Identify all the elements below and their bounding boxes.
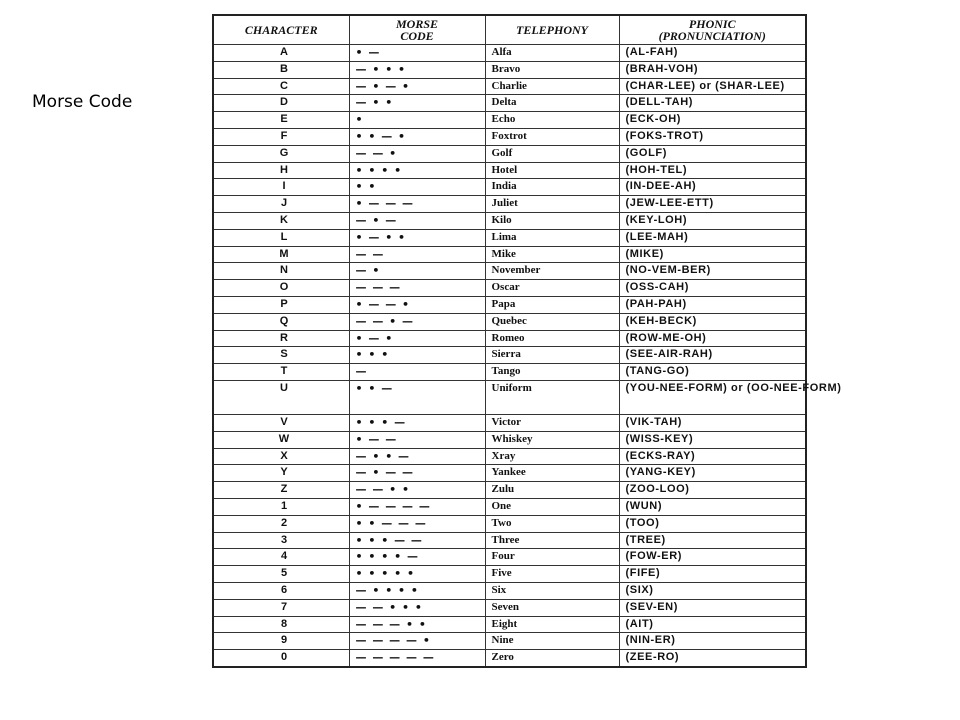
table-row (213, 95, 806, 112)
character-cell: T (213, 364, 349, 381)
phonic-cell: (ECKS-RAY) (619, 448, 806, 465)
morse-code-cell: — — — — — (349, 650, 485, 667)
table-row (213, 296, 806, 313)
phonic-cell: (AL-FAH) (619, 45, 806, 62)
phonic-cell: (SEE-AIR-RAH) (619, 347, 806, 364)
table-row (213, 532, 806, 549)
character-cell: O (213, 280, 349, 297)
morse-code-cell: — • • — (349, 448, 485, 465)
phonic-cell: (SIX) (619, 582, 806, 599)
morse-code-cell: — • — (349, 212, 485, 229)
table-row (213, 78, 806, 95)
morse-code-cell: — — • • (349, 482, 485, 499)
slide-title: Morse Code (32, 92, 133, 112)
header-telephony-line: TELEPHONY (516, 23, 588, 37)
header-phonic (619, 15, 806, 45)
character-cell: W (213, 431, 349, 448)
telephony-cell: Tango (485, 364, 619, 381)
character-cell: 3 (213, 532, 349, 549)
character-cell: N (213, 263, 349, 280)
table-row (213, 482, 806, 499)
character-cell: Q (213, 313, 349, 330)
morse-code-cell: • • • — (349, 414, 485, 431)
table-row (213, 380, 806, 414)
morse-code-table (212, 14, 842, 668)
character-cell: 0 (213, 650, 349, 667)
telephony-cell: Four (485, 549, 619, 566)
morse-code-cell: — — • (349, 145, 485, 162)
phonic-cell: (ZOO-LOO) (619, 482, 806, 499)
character-cell: 2 (213, 515, 349, 532)
table-row (213, 128, 806, 145)
phonic-cell: (MIKE) (619, 246, 806, 263)
table-row (213, 414, 806, 431)
header-morse-code (349, 15, 485, 45)
telephony-cell: Eight (485, 616, 619, 633)
morse-code-cell: • • — (349, 380, 485, 414)
phonic-cell: (TREE) (619, 532, 806, 549)
phonic-cell: (NO-VEM-BER) (619, 263, 806, 280)
table-row (213, 498, 806, 515)
morse-code-cell: • — — — — (349, 498, 485, 515)
character-cell: D (213, 95, 349, 112)
morse-code-cell: • • (349, 179, 485, 196)
character-cell: E (213, 112, 349, 129)
phonic-cell: (WUN) (619, 498, 806, 515)
character-cell: 5 (213, 566, 349, 583)
character-cell: G (213, 145, 349, 162)
header-phonic-line-2: (PRONUNCIATION) (658, 29, 766, 43)
telephony-cell: Xray (485, 448, 619, 465)
character-cell: J (213, 196, 349, 213)
character-cell: 8 (213, 616, 349, 633)
telephony-cell: Victor (485, 414, 619, 431)
morse-code-cell: • • • • • (349, 566, 485, 583)
telephony-cell: Mike (485, 246, 619, 263)
header-phonic-line-1: PHONIC (688, 17, 736, 31)
morse-code-cell: • • • • — (349, 549, 485, 566)
table-row (213, 330, 806, 347)
table-row (213, 515, 806, 532)
phonic-cell: (WISS-KEY) (619, 431, 806, 448)
morse-code-cell: • • — — — (349, 515, 485, 532)
table-row (213, 313, 806, 330)
table-row (213, 212, 806, 229)
table-row (213, 45, 806, 62)
phonic-cell: (VIK-TAH) (619, 414, 806, 431)
phonic-cell: (KEH-BECK) (619, 313, 806, 330)
character-cell: K (213, 212, 349, 229)
character-cell: Z (213, 482, 349, 499)
phonic-cell: (TOO) (619, 515, 806, 532)
telephony-cell: Papa (485, 296, 619, 313)
table-row (213, 229, 806, 246)
phonic-cell: (TANG-GO) (619, 364, 806, 381)
phonic-cell: (FOKS-TROT) (619, 128, 806, 145)
telephony-cell: Foxtrot (485, 128, 619, 145)
telephony-cell: Quebec (485, 313, 619, 330)
morse-code-cell: — • • • (349, 61, 485, 78)
morse-code-cell: • — (349, 45, 485, 62)
telephony-cell: Bravo (485, 61, 619, 78)
character-cell: X (213, 448, 349, 465)
telephony-cell: Five (485, 566, 619, 583)
telephony-cell: Zero (485, 650, 619, 667)
character-cell: 1 (213, 498, 349, 515)
character-cell: 6 (213, 582, 349, 599)
morse-code-cell: — — — • • (349, 616, 485, 633)
telephony-cell: Oscar (485, 280, 619, 297)
morse-code-cell: • — — — (349, 196, 485, 213)
table-row (213, 566, 806, 583)
character-cell: Y (213, 465, 349, 482)
phonic-cell: (OSS-CAH) (619, 280, 806, 297)
telephony-cell: Yankee (485, 465, 619, 482)
character-cell: R (213, 330, 349, 347)
phonic-cell: (ZEE-RO) (619, 650, 806, 667)
table-row (213, 650, 806, 667)
telephony-cell: One (485, 498, 619, 515)
phonic-cell: (JEW-LEE-ETT) (619, 196, 806, 213)
morse-code-cell: — • (349, 263, 485, 280)
character-cell: 4 (213, 549, 349, 566)
telephony-cell: Hotel (485, 162, 619, 179)
morse-code-cell: — — • • • (349, 599, 485, 616)
phonic-cell: (NIN-ER) (619, 633, 806, 650)
character-cell: P (213, 296, 349, 313)
phonic-cell: (FOW-ER) (619, 549, 806, 566)
phonic-cell: (ROW-ME-OH) (619, 330, 806, 347)
table-row (213, 582, 806, 599)
telephony-cell: November (485, 263, 619, 280)
morse-code-cell: • • • (349, 347, 485, 364)
phonic-cell: (FIFE) (619, 566, 806, 583)
morse-code-cell: • • • — — (349, 532, 485, 549)
morse-code-cell: — • • • • (349, 582, 485, 599)
table-row (213, 179, 806, 196)
telephony-cell: Romeo (485, 330, 619, 347)
character-cell: I (213, 179, 349, 196)
table-row (213, 280, 806, 297)
morse-code-cell: • — • • (349, 229, 485, 246)
table-row (213, 246, 806, 263)
telephony-cell: Kilo (485, 212, 619, 229)
table-row (213, 61, 806, 78)
phonic-cell: (IN-DEE-AH) (619, 179, 806, 196)
table-row (213, 448, 806, 465)
table-row (213, 162, 806, 179)
telephony-cell: Whiskey (485, 431, 619, 448)
telephony-cell: Golf (485, 145, 619, 162)
morse-code-cell: — — • — (349, 313, 485, 330)
telephony-cell: Three (485, 532, 619, 549)
phonic-cell: (YANG-KEY) (619, 465, 806, 482)
header-row (213, 15, 806, 45)
character-cell: 7 (213, 599, 349, 616)
table-row (213, 465, 806, 482)
table-row (213, 599, 806, 616)
morse-code-cell: — • — • (349, 78, 485, 95)
character-cell: C (213, 78, 349, 95)
morse-code-cell: • (349, 112, 485, 129)
header-morse-line-2: CODE (400, 29, 434, 43)
phonic-cell: (LEE-MAH) (619, 229, 806, 246)
header-morse-line-1: MORSE (395, 17, 439, 31)
header-character (213, 15, 349, 45)
morse-code-cell: — • • (349, 95, 485, 112)
telephony-cell: Alfa (485, 45, 619, 62)
telephony-cell: Nine (485, 633, 619, 650)
table-row (213, 364, 806, 381)
telephony-cell: India (485, 179, 619, 196)
phonic-cell: (HOH-TEL) (619, 162, 806, 179)
table-row (213, 145, 806, 162)
table-row (213, 112, 806, 129)
telephony-cell: Uniform (485, 380, 619, 414)
phonic-cell: (CHAR-LEE) or (SHAR-LEE) (619, 78, 806, 95)
character-cell: M (213, 246, 349, 263)
phonic-cell: (DELL-TAH) (619, 95, 806, 112)
morse-code-cell: • — — (349, 431, 485, 448)
telephony-cell: Six (485, 582, 619, 599)
phonic-cell: (AIT) (619, 616, 806, 633)
morse-code-cell: — — — (349, 280, 485, 297)
telephony-cell: Echo (485, 112, 619, 129)
telephony-cell: Seven (485, 599, 619, 616)
table-row (213, 196, 806, 213)
character-cell: V (213, 414, 349, 431)
telephony-cell: Sierra (485, 347, 619, 364)
phonic-cell: (KEY-LOH) (619, 212, 806, 229)
character-cell: U (213, 380, 349, 414)
morse-code-cell: • • — • (349, 128, 485, 145)
telephony-cell: Delta (485, 95, 619, 112)
header-telephony (485, 15, 619, 45)
telephony-cell: Zulu (485, 482, 619, 499)
telephony-cell: Charlie (485, 78, 619, 95)
table-row (213, 549, 806, 566)
morse-code-cell: — — (349, 246, 485, 263)
morse-code-cell: • — • (349, 330, 485, 347)
morse-code-cell: • — — • (349, 296, 485, 313)
morse-code-cell: — • — — (349, 465, 485, 482)
telephony-cell: Juliet (485, 196, 619, 213)
character-cell: H (213, 162, 349, 179)
phonic-cell: (SEV-EN) (619, 599, 806, 616)
phonic-cell: (YOU-NEE-FORM) or (OO-NEE-FORM) (619, 380, 806, 414)
header-character-line: CHARACTER (244, 23, 318, 37)
character-cell: L (213, 229, 349, 246)
phonic-cell: (PAH-PAH) (619, 296, 806, 313)
table-row (213, 347, 806, 364)
morse-code-cell: — — — — • (349, 633, 485, 650)
table-row (213, 263, 806, 280)
character-cell: F (213, 128, 349, 145)
phonic-cell: (BRAH-VOH) (619, 61, 806, 78)
character-cell: B (213, 61, 349, 78)
phonic-cell: (ECK-OH) (619, 112, 806, 129)
table-row (213, 616, 806, 633)
telephony-cell: Two (485, 515, 619, 532)
character-cell: S (213, 347, 349, 364)
table-row (213, 431, 806, 448)
phonic-cell: (GOLF) (619, 145, 806, 162)
character-cell: 9 (213, 633, 349, 650)
morse-code-cell: • • • • (349, 162, 485, 179)
character-cell: A (213, 45, 349, 62)
table-row (213, 633, 806, 650)
telephony-cell: Lima (485, 229, 619, 246)
morse-code-cell: — (349, 364, 485, 381)
